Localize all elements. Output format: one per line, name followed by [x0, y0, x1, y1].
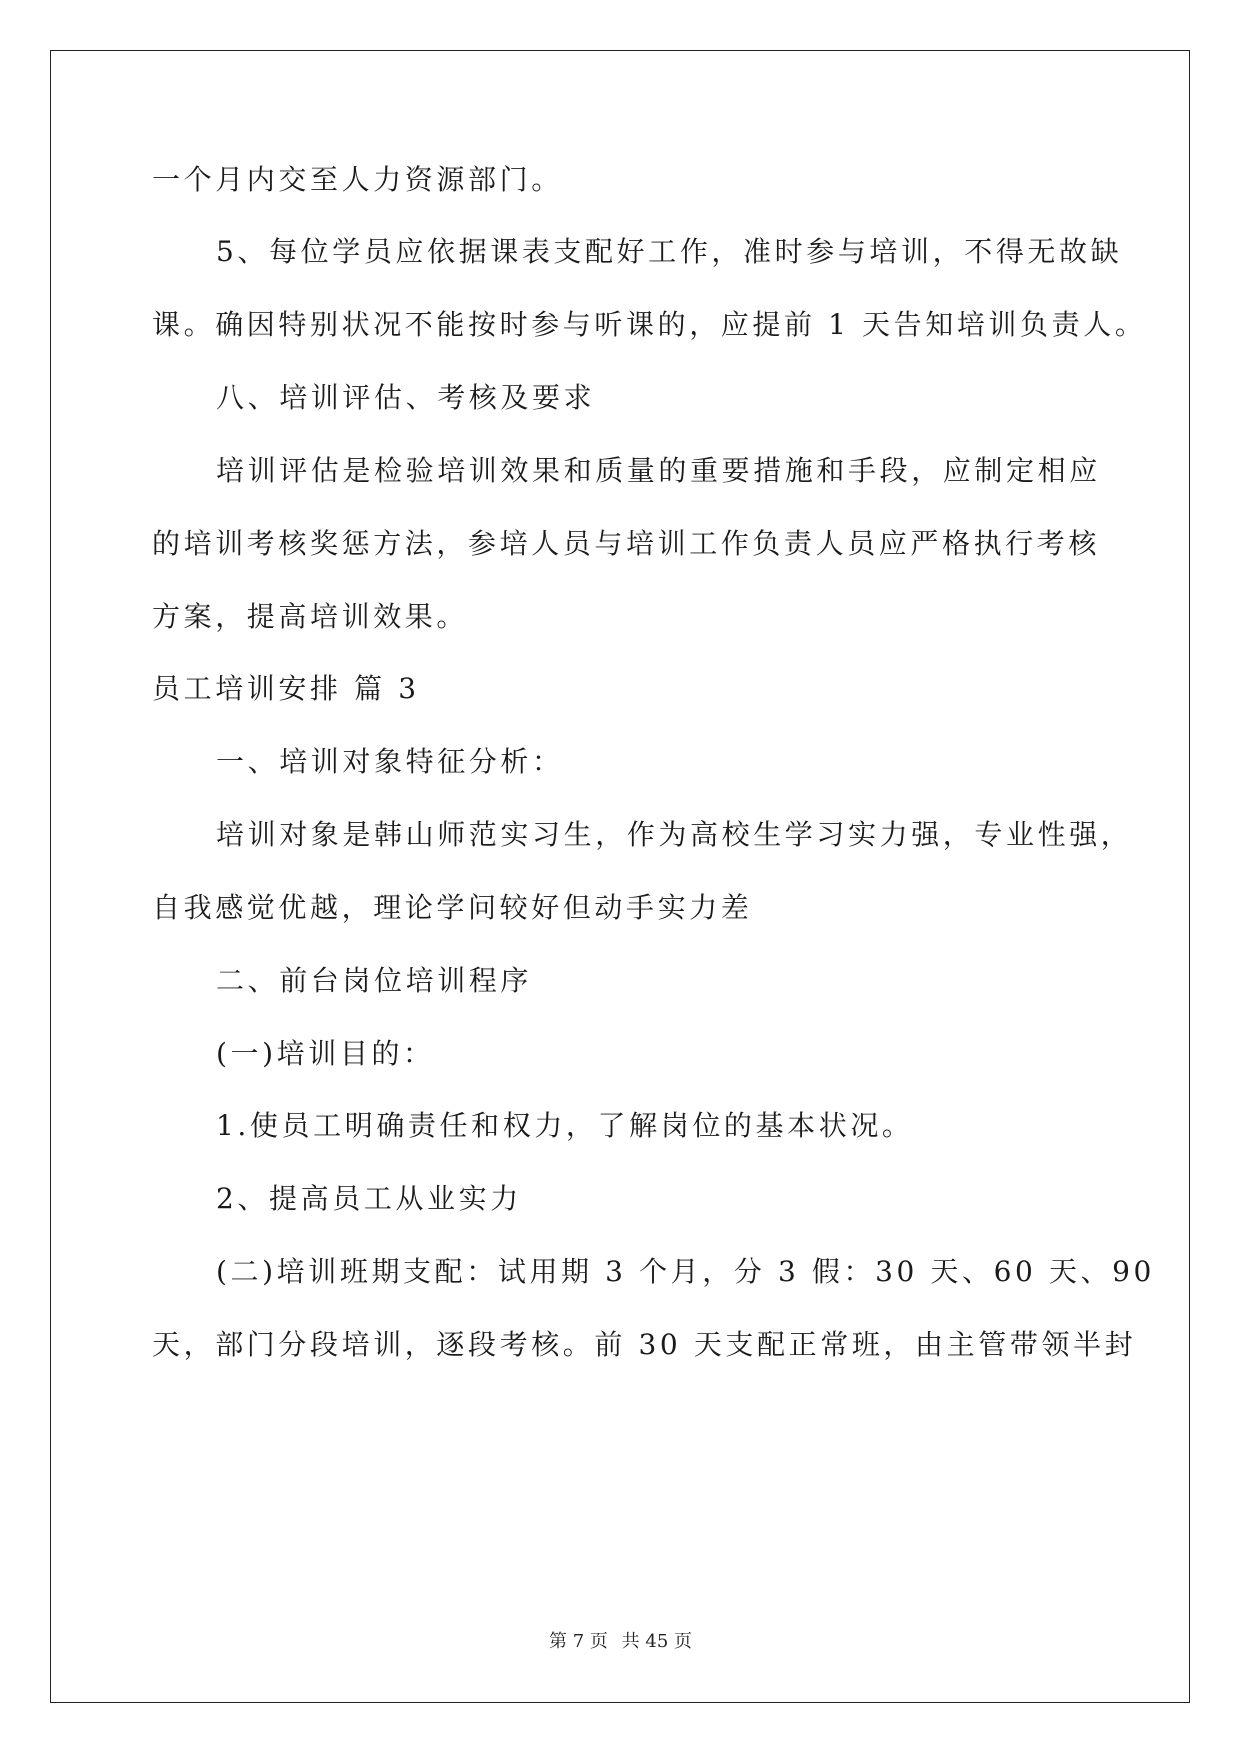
text-line: 课。确因特别状况不能按时参与听课的，应提前 1 天告知培训负责人。 — [152, 308, 1147, 341]
text-line: 方案，提高培训效果。 — [152, 600, 469, 633]
list-item: 2、提高员工从业实力 — [216, 1182, 522, 1215]
text-line: 培训对象是韩山师范实习生，作为高校生学习实力强，专业性强， — [216, 818, 1133, 851]
list-item: 1.使员工明确责任和权力，了解岗位的基本状况。 — [216, 1109, 914, 1142]
text-line: 一个月内交至人力资源部门。 — [152, 163, 563, 196]
chapter-title: 员工培训安排 篇 3 — [152, 672, 420, 705]
text-line: 自我感觉优越，理论学问较好但动手实力差 — [152, 891, 753, 924]
subsection-heading: (二)培训班期支配：试用期 3 个月，分 3 假：30 天、60 天、90 — [216, 1255, 1155, 1288]
section-heading: 一、培训对象特征分析： — [216, 745, 564, 778]
page-footer — [0, 1631, 1241, 1653]
section-heading: 八、培训评估、考核及要求 — [216, 381, 596, 414]
page-number-current: 第 7 页 — [549, 1631, 608, 1652]
subsection-heading: (一)培训目的： — [216, 1037, 435, 1070]
text-line: 的培训考核奖惩方法，参培人员与培训工作负责人员应严格执行考核 — [152, 527, 1101, 560]
text-line: 培训评估是检验培训效果和质量的重要措施和手段，应制定相应 — [216, 454, 1101, 487]
section-heading: 二、前台岗位培训程序 — [216, 964, 533, 997]
page-number-total: 共 45 页 — [621, 1631, 692, 1652]
text-line: 天，部门分段培训，逐段考核。前 30 天支配正常班，由主管带领半封 — [152, 1328, 1137, 1361]
page-frame — [50, 50, 1190, 1703]
text-line: 5、每位学员应依据课表支配好工作，准时参与培训，不得无故缺 — [216, 235, 1123, 268]
